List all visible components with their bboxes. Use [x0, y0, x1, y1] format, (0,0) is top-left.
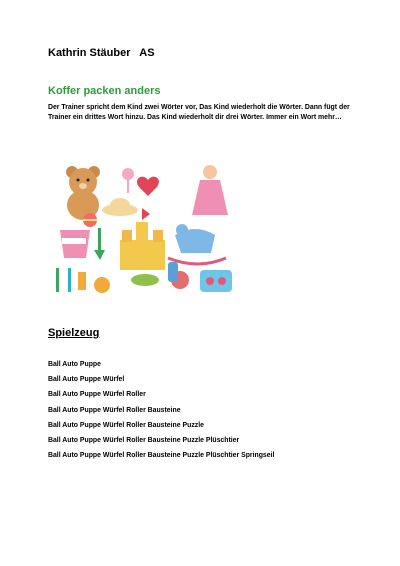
- author-header: Kathrin Stäuber AS: [48, 47, 155, 59]
- sandcastle-icon: [120, 208, 165, 270]
- bottle-icon: [168, 262, 178, 282]
- toy-stove-icon: [200, 270, 232, 292]
- word-chain-list: [48, 360, 274, 466]
- toys-illustration: [50, 150, 240, 305]
- rattle-icon: [122, 168, 134, 193]
- teddy-bear-icon: [66, 166, 100, 220]
- game-instructions: Der Trainer spricht dem Kind zwei Wörter vor, Das Kind wiederholt die Wörter. Dann fügt der Trainer ein drittes Wort hinzu. Das Kind wiederholt dir drei Wörter. Immer ein Wort mehr…: [48, 104, 350, 121]
- bucket-icon: [60, 230, 90, 258]
- rocking-horse-icon: [168, 224, 226, 264]
- pan-icon: [131, 271, 189, 289]
- ball-icon: [83, 213, 97, 227]
- game-title: Koffer packen anders: [48, 85, 161, 97]
- sand-toys-icon: [56, 268, 110, 293]
- heart-icon: [137, 177, 159, 196]
- list-item: Ball Auto Puppe Würfel Roller Bausteine Puzzle Plüschtier: [48, 436, 240, 444]
- list-item: Ball Auto Puppe Würfel Roller Bausteine Puzzle Plüschtier Springseil: [48, 452, 275, 460]
- list-item: Ball Auto Puppe: [48, 361, 101, 368]
- list-item: Ball Auto Puppe Würfel Roller: [48, 391, 146, 399]
- section-title: Spielzeug: [48, 327, 100, 339]
- list-item: Ball Auto Puppe Würfel Roller Bausteine: [48, 406, 181, 414]
- list-item: Ball Auto Puppe Würfel Roller Bausteine Puzzle: [48, 421, 204, 429]
- shovel-icon: [94, 228, 105, 260]
- list-item: Ball Auto Puppe Würfel: [48, 376, 125, 384]
- doll-icon: [192, 165, 228, 215]
- hat-icon: [102, 198, 138, 216]
